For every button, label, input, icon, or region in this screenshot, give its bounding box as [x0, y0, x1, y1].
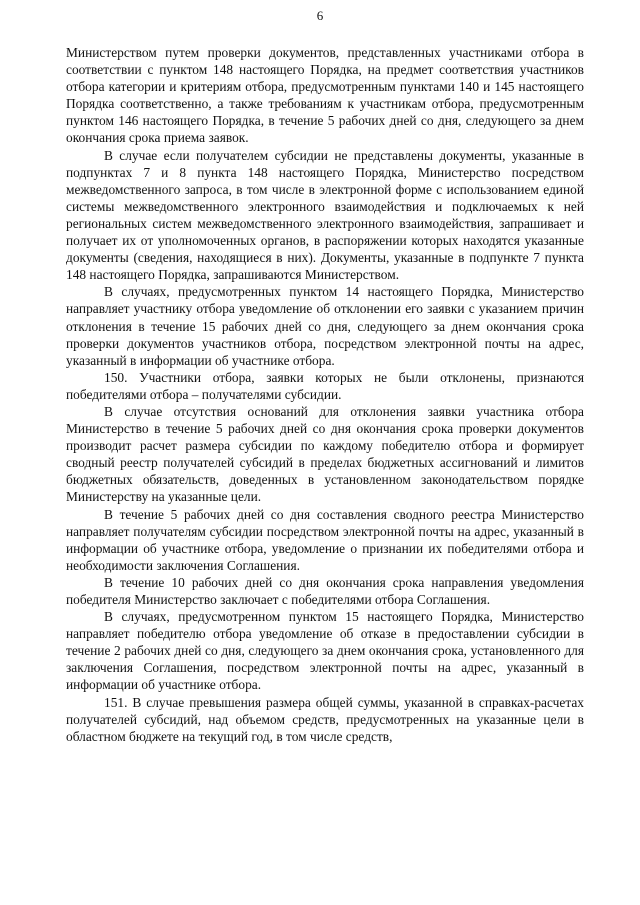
paragraph-interagency-request: В случае если получателем субсидии не представлены документы, указанные в подпунктах 7 и 8 пункта 148 настоящего Порядка, Министерство посредством межведомственного запроса, в том числе в электронной форме с использованием единой системы межведомственного электронного взаимодействия и подключаемых к ней региональных систем межведомственного электронного взаимодействия, запрашивает и получает их от уполномоченных органов, в распоряжении которых находятся указанные документы (сведения, находящиеся в них). Документы, указанные в подпункте 7 пункта 148 настоящего Порядка, запрашиваются Министерством. — [66, 147, 584, 283]
page-number: 6 — [316, 8, 324, 23]
paragraph-151: 151. В случае превышения размера общей суммы, указанной в справках-расчетах получателей субсидий, над объемом средств, предусмотренных на указанные цели в областном бюджете на текущий год, в том числе средств, — [66, 694, 584, 744]
paragraph-refusal-notice: В случаях, предусмотренном пунктом 15 настоящего Порядка, Министерство направляет победителю отбора уведомление об отказе в предоставлении субсидии в течение 2 рабочих дней со дня, следующего за днем окончания срока, установленного для заключения Соглашения, посредством электронной почты на адрес, указанный в информации об участнике отбора. — [66, 609, 584, 693]
paragraph-winner-notice: В течение 5 рабочих дней со дня составления сводного реестра Министерство направляет получателям субсидии посредством электронной почты на адрес, указанный в информации об участнике отбора, уведомление о признании их победителями отбора и необходимости заключения Соглашения. — [66, 506, 584, 573]
document-body — [66, 44, 584, 745]
paragraph-continuation: Министерством путем проверки документов, представленных участниками отбора в соответствии с пунктом 148 настоящего Порядка, на предмет соответствия участников отбора категории и критериям отбора, предусмотренным пунктами 140 и 145 настоящего Порядка соответственно, а также требованиям к участникам отбора, предусмотренным пунктом 146 настоящего Порядка, в течение 5 рабочих дней со дня, следующего за днем окончания срока приема заявок. — [66, 45, 584, 146]
paragraph-subsidy-calculation: В случае отсутствия оснований для отклонения заявки участника отбора Министерство в течение 5 рабочих дней со дня окончания срока проверки документов производит расчет размера субсидии по каждому победителю отбора и формирует сводный реестр получателей субсидий в пределах бюджетных ассигнований и лимитов бюджетных обязательств, доведенных в установленном законодательством порядке Министерству на указанные цели. — [66, 403, 584, 505]
paragraph-agreement-conclusion: В течение 10 рабочих дней со дня окончания срока направления уведомления победителя Министерство заключает с победителями отбора Соглашения. — [66, 574, 584, 607]
paragraph-150: 150. Участники отбора, заявки которых не были отклонены, признаются победителями отбора – получателями субсидии. — [66, 369, 584, 402]
paragraph-rejection-notice: В случаях, предусмотренных пунктом 14 настоящего Порядка, Министерство направляет участнику отбора уведомление об отклонении его заявки с указанием причин отклонения в течение 15 рабочих дней со дня, следующего за днем окончания срока проверки документов участников отбора, посредством электронной почты на адрес, указанный в информации об участнике отбора. — [66, 284, 584, 368]
